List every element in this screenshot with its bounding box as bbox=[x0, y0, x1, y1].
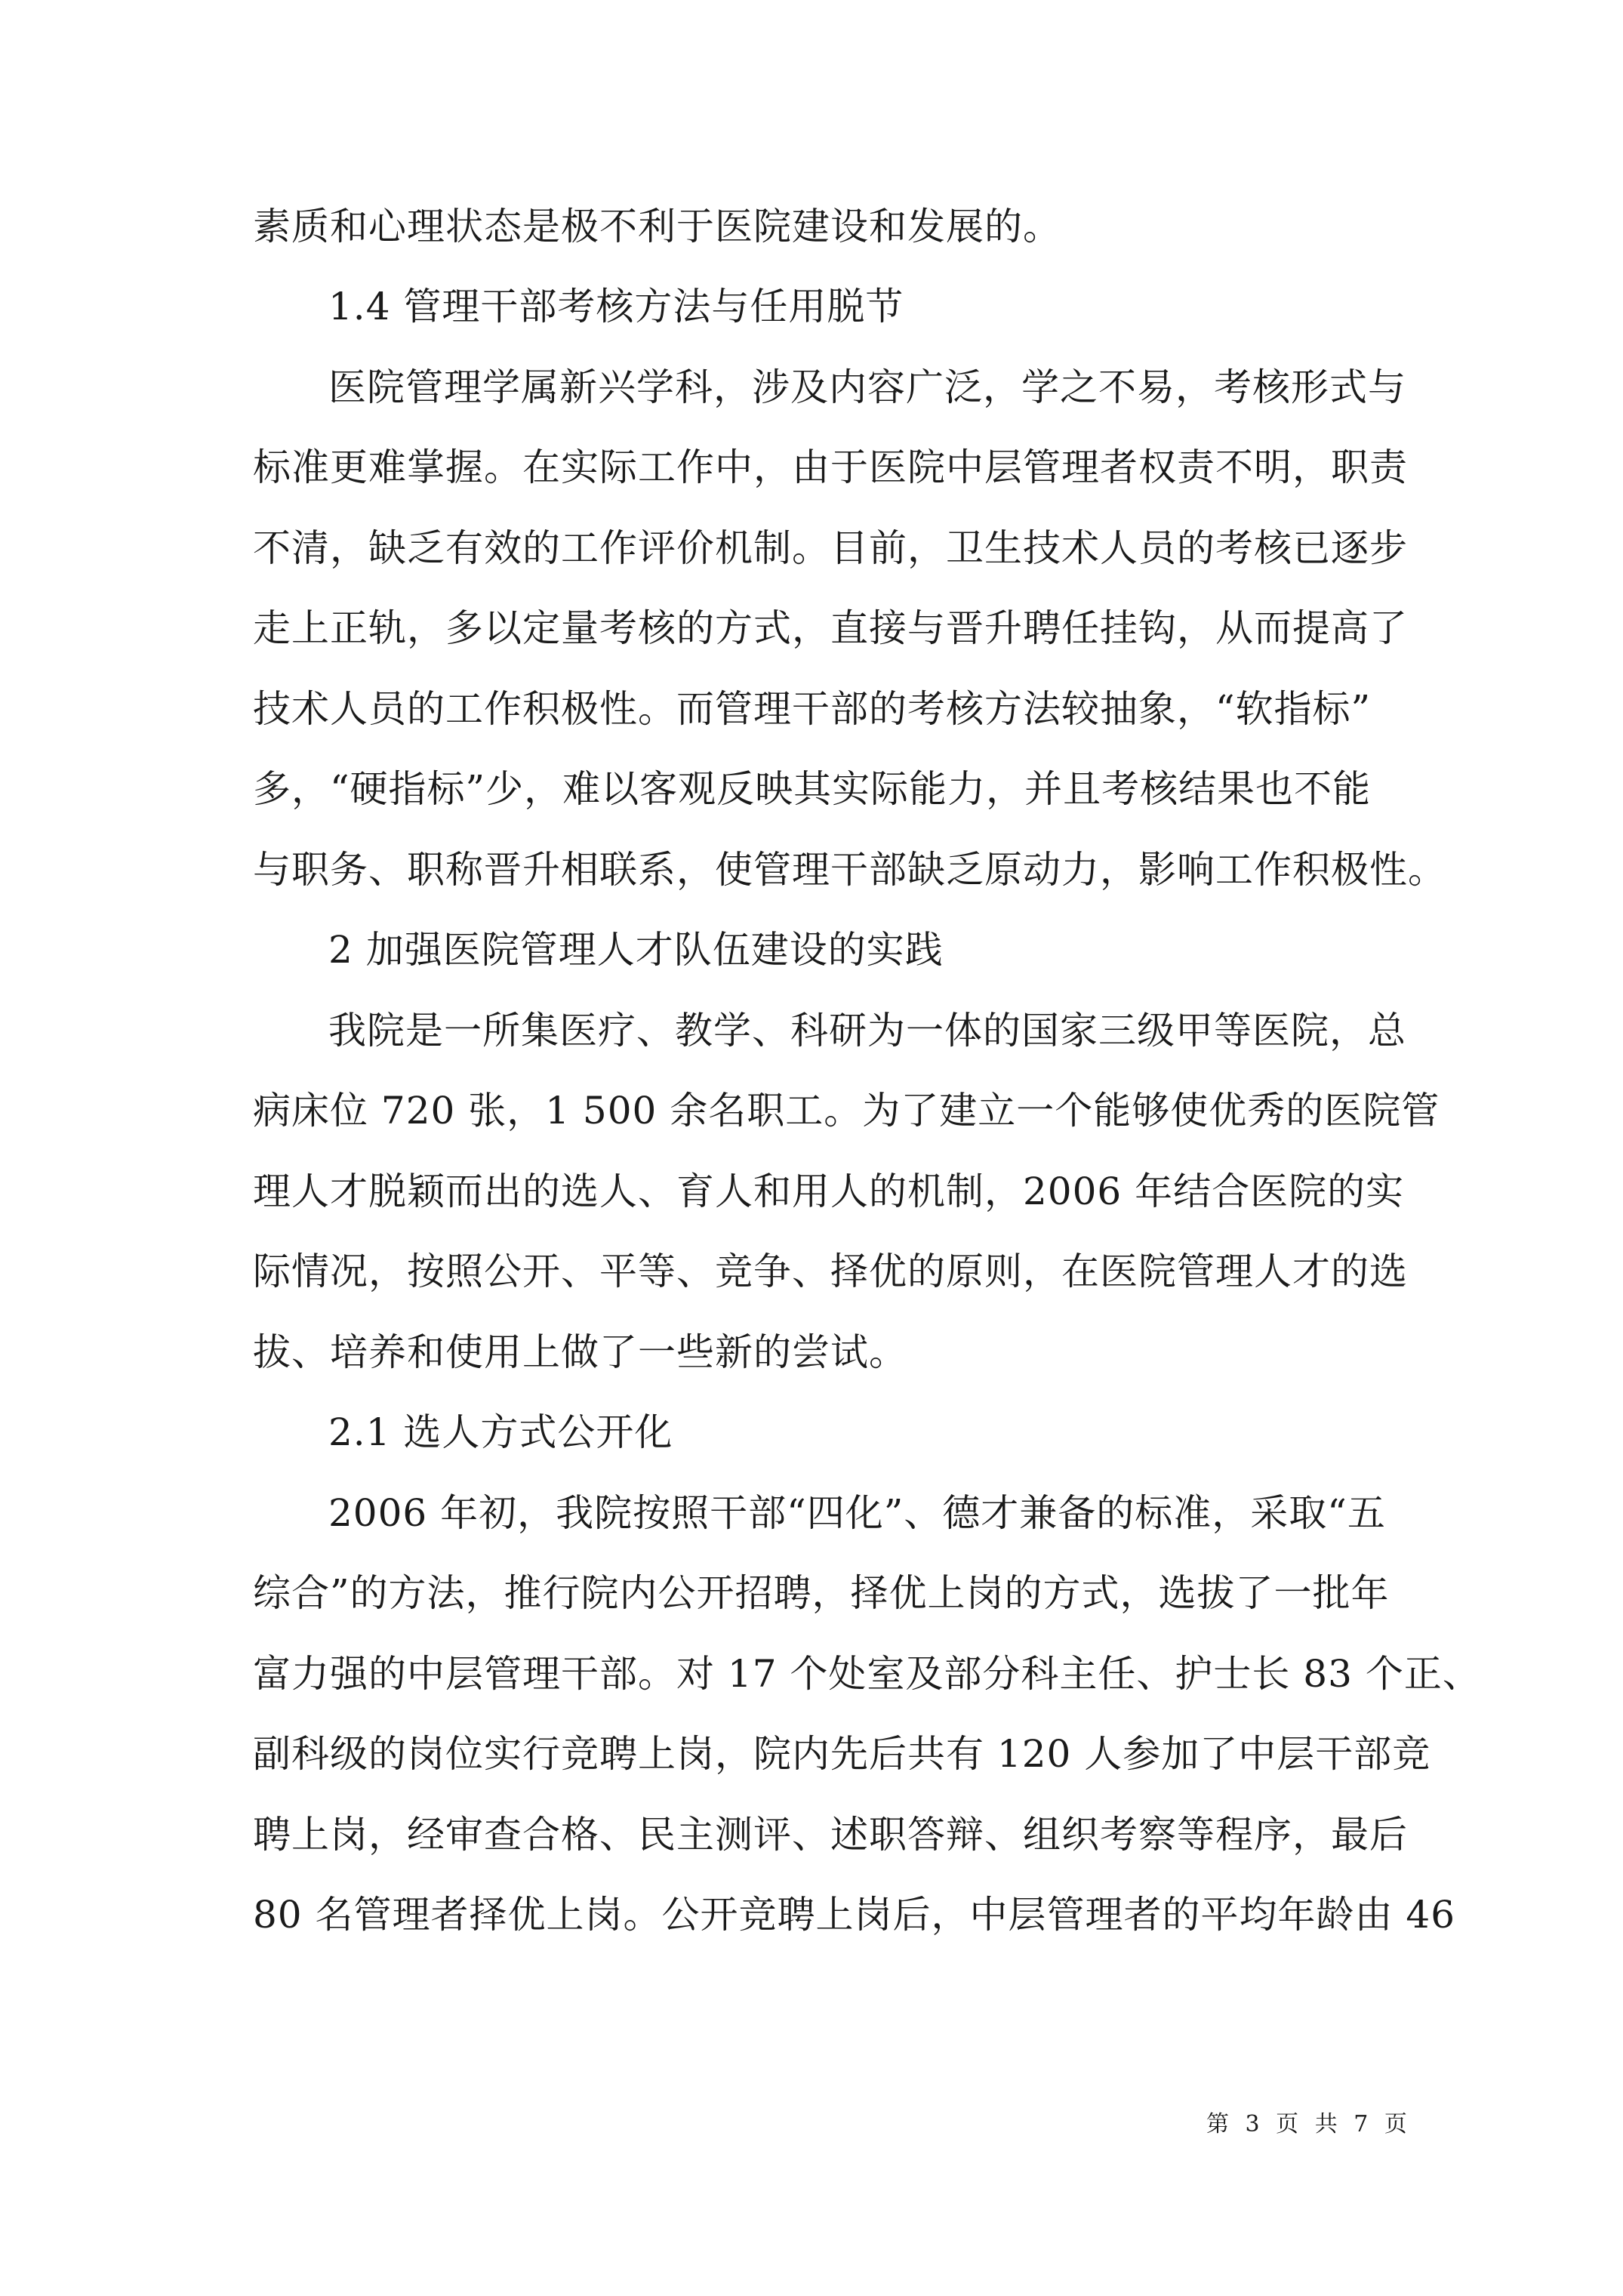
section-heading: 2.1 选人方式公开化 bbox=[328, 1410, 673, 1454]
body-text-line: 标准更难掌握。在实际工作中，由于医院中层管理者权责不明，职责 bbox=[253, 445, 1408, 489]
body-text-line: 拔、培养和使用上做了一些新的尝试。 bbox=[253, 1330, 907, 1374]
body-text-line: 综合”的方法，推行院内公开招聘，择优上岗的方式，选拔了一批年 bbox=[253, 1571, 1390, 1615]
body-text-line: 医院管理学属新兴学科，涉及内容广泛，学之不易，考核形式与 bbox=[328, 365, 1406, 409]
body-text-line: 理人才脱颖而出的选人、育人和用人的机制，2006 年结合医院的实 bbox=[253, 1170, 1405, 1213]
body-text-line: 不清，缺乏有效的工作评价机制。目前，卫生技术人员的考核已逐步 bbox=[253, 526, 1408, 570]
body-text-line: 80 名管理者择优上岗。公开竞聘上岗后，中层管理者的平均年龄由 46 bbox=[253, 1893, 1456, 1937]
page-number-footer: 第 3 页 共 7 页 bbox=[1206, 2111, 1412, 2137]
body-text-line: 聘上岗，经审查合格、民主测评、述职答辩、组织考察等程序，最后 bbox=[253, 1813, 1408, 1857]
body-text-line: 副科级的岗位实行竞聘上岗，院内先后共有 120 人参加了中层干部竞 bbox=[253, 1732, 1431, 1776]
body-text-line: 病床位 720 张，1 500 余名职工。为了建立一个能够使优秀的医院管 bbox=[253, 1089, 1440, 1133]
body-text-line: 2006 年初，我院按照干部“四化”、德才兼备的标准，采取“五 bbox=[328, 1491, 1386, 1535]
section-heading: 2 加强医院管理人才队伍建设的实践 bbox=[328, 928, 944, 972]
section-heading: 1.4 管理干部考核方法与任用脱节 bbox=[328, 285, 904, 328]
body-text-line: 多，“硬指标”少，难以客观反映其实际能力，并且考核结果也不能 bbox=[253, 767, 1372, 811]
body-text-line: 技术人员的工作积极性。而管理干部的考核方法较抽象，“软指标” bbox=[253, 687, 1372, 731]
body-text-line: 走上正轨，多以定量考核的方式，直接与晋升聘任挂钩，从而提高了 bbox=[253, 606, 1408, 650]
body-text-line: 际情况，按照公开、平等、竞争、择优的原则，在医院管理人才的选 bbox=[253, 1250, 1408, 1293]
body-text-line: 我院是一所集医疗、教学、科研为一体的国家三级甲等医院，总 bbox=[328, 1009, 1406, 1052]
body-text-line: 富力强的中层管理干部。对 17 个处室及部分科主任、护士长 83 个正、 bbox=[253, 1652, 1481, 1696]
body-text-line: 与职务、职称晋升相联系，使管理干部缺乏原动力，影响工作积极性。 bbox=[253, 848, 1446, 892]
body-text-line: 素质和心理状态是极不利于医院建设和发展的。 bbox=[253, 205, 1061, 248]
